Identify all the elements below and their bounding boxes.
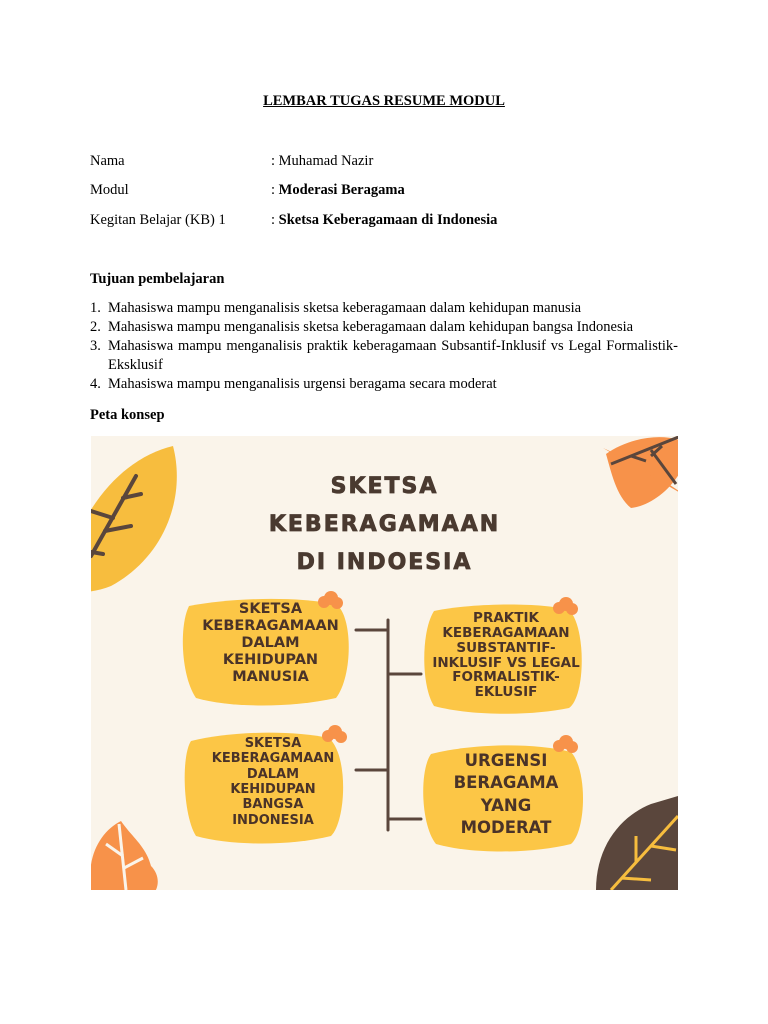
bubble-line: KEHIDUPAN — [222, 652, 319, 669]
bubble-line: SUBSTANTIF- — [456, 639, 556, 656]
bubble-line: MODERAT — [460, 817, 552, 837]
module-value: Moderasi Beragama — [278, 182, 405, 198]
info-row-kb — [90, 212, 680, 232]
bubble-line: INKLUSIF VS LEGAL — [432, 654, 580, 671]
list-item — [90, 337, 678, 375]
kb-prefix: : — [271, 212, 279, 228]
list-item-text: Mahasiswa mampu menganalisis sketsa keberagamaan dalam kehidupan manusia — [108, 300, 582, 316]
name-value: : Muhamad Nazir — [271, 153, 374, 169]
bubble-sketsa-bangsa — [189, 736, 357, 828]
list-item-number: 4. — [90, 376, 101, 392]
bubble-line: YANG — [480, 795, 532, 815]
kb-value-wrap — [271, 212, 497, 229]
bubble-line: PRAKTIK — [473, 610, 539, 626]
bubble-line: SKETSA — [244, 736, 302, 751]
bubble-line: KEBERAGAMAAN — [211, 751, 335, 767]
objectives-heading: Tujuan pembelajaran — [90, 271, 225, 287]
concept-map-image — [91, 436, 678, 890]
bubble-line: URGENSI — [464, 751, 548, 770]
list-item-text: Mahasiswa mampu menganalisis urgensi beragama secara moderat — [108, 376, 497, 392]
list-item — [90, 318, 678, 337]
info-row-module — [90, 182, 680, 202]
bubble-line: SKETSA — [238, 601, 303, 617]
list-item-number: 1. — [90, 300, 101, 316]
bubble-line: KEBERAGAMAAN — [442, 624, 570, 641]
bubble-line: MANUSIA — [232, 669, 309, 686]
bubble-line: BANGSA — [242, 797, 304, 813]
module-prefix: : — [271, 182, 279, 198]
module-value-wrap — [271, 182, 405, 199]
document-title: LEMBAR TUGAS RESUME MODUL — [263, 93, 505, 109]
bubble-line: KEHIDUPAN — [230, 781, 316, 797]
list-item-number: 3. — [90, 338, 101, 354]
module-label: Modul — [90, 182, 129, 198]
list-item-text: Mahasiswa mampu menganalisis sketsa keberagamaan dalam kehidupan bangsa Indonesia — [108, 319, 634, 335]
bubble-urgensi — [421, 750, 591, 839]
kb-value: Sketsa Keberagamaan di Indonesia — [278, 212, 498, 228]
bubble-line: KEBERAGAMAAN — [202, 618, 339, 635]
list-item — [90, 375, 678, 394]
list-item-text: Mahasiswa mampu menganalisis praktik keberagamaan Subsantif-Inklusif vs Legal Formalistik-Eksklusif — [108, 338, 678, 373]
poster-title-line: DI INDOESIA — [296, 550, 473, 575]
concept-map-heading: Peta konsep — [90, 407, 165, 423]
name-label: Nama — [90, 153, 125, 169]
bubble-praktik — [421, 611, 591, 700]
objectives-list — [90, 299, 678, 394]
bubble-line: FORMALISTIK- — [452, 669, 560, 686]
bubble-line: DALAM — [241, 635, 300, 652]
poster-title-line: SKETSA — [330, 474, 439, 499]
bubble-line: EKLUSIF — [474, 684, 538, 701]
list-item — [90, 299, 678, 318]
poster-title-line: KEBERAGAMAAN — [268, 512, 501, 537]
list-item-number: 2. — [90, 319, 101, 335]
bubble-line: BERAGAMA — [453, 773, 559, 793]
info-row-name — [90, 153, 680, 173]
bubble-sketsa-manusia — [183, 601, 358, 687]
kb-label: Kegitan Belajar (KB) 1 — [90, 212, 226, 228]
bubble-line: INDONESIA — [232, 812, 314, 828]
bubble-line: DALAM — [246, 766, 300, 782]
